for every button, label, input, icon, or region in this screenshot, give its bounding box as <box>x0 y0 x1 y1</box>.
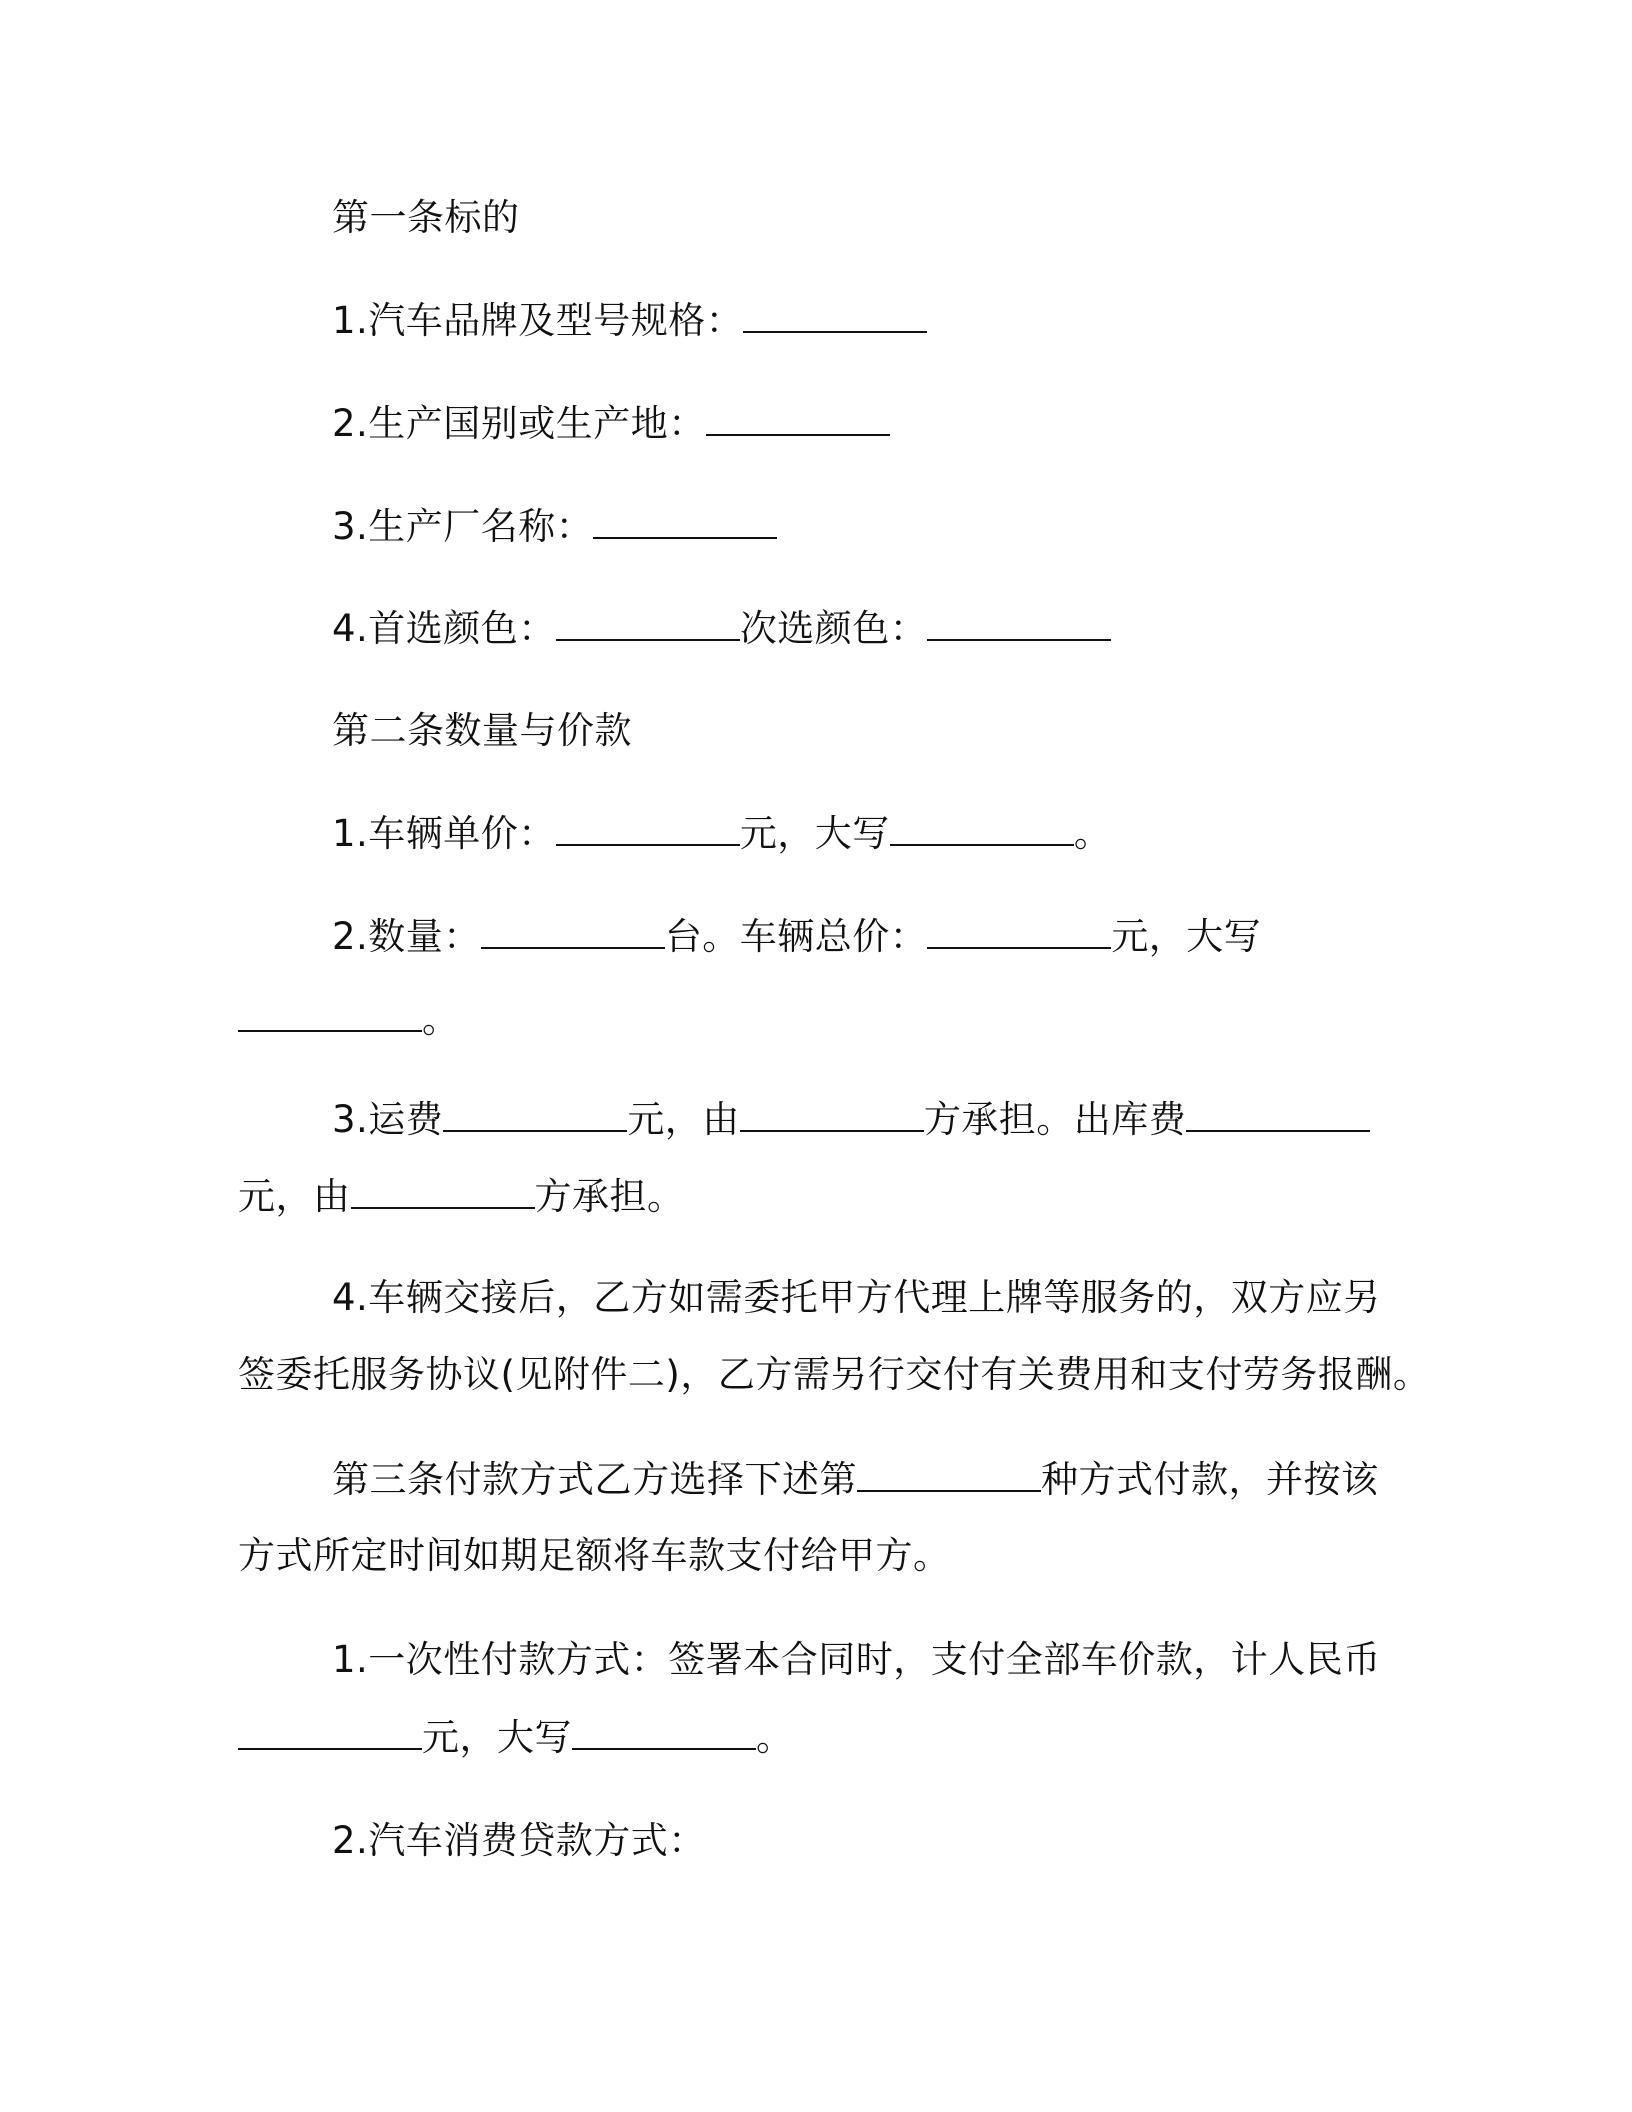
first-color-blank[interactable] <box>556 603 740 641</box>
article-1-item-4: 4.首选颜色： 次选颜色： <box>332 603 1111 654</box>
article-1-item-1: 1.汽车品牌及型号规格： <box>332 295 927 346</box>
article-3-item-2: 2.汽车消费贷款方式： <box>332 1819 706 1862</box>
article-2-heading: 第二条数量与价款 <box>332 709 632 752</box>
article-3-heading-line-1: 第三条付款方式乙方选择下述第 种方式付款，并按该 <box>332 1454 1379 1505</box>
article-2-item-1: 1.车辆单价： 元，大写 。 <box>332 808 1111 859</box>
lump-sum-amount-blank[interactable] <box>238 1712 422 1750</box>
article-1-heading: 第一条标的 <box>332 196 520 239</box>
unit-price-blank[interactable] <box>556 808 740 846</box>
freight-blank[interactable] <box>443 1094 627 1132</box>
article-1-item-2: 2.生产国别或生产地： <box>332 398 890 449</box>
article-2-item-4-line-2: 签委托服务协议(见附件二)，乙方需另行交付有关费用和支付劳务报酬。 <box>238 1353 1431 1396</box>
delivery-fee-blank[interactable] <box>1186 1094 1370 1132</box>
article-2-item-4-line-1: 4.车辆交接后，乙方如需委托甲方代理上牌等服务的，双方应另 <box>332 1276 1381 1319</box>
freight-party-blank[interactable] <box>740 1094 924 1132</box>
car-brand-model-blank[interactable] <box>743 295 927 333</box>
article-1-item-3: 3.生产厂名称： <box>332 501 777 552</box>
quantity-blank[interactable] <box>481 911 665 949</box>
origin-country-blank[interactable] <box>706 398 890 436</box>
delivery-fee-party-blank[interactable] <box>351 1171 535 1209</box>
article-2-item-2: 2.数量： 台。车辆总价： 元，大写 <box>332 911 1261 962</box>
manufacturer-blank[interactable] <box>593 501 777 539</box>
article-3-item-1-line-1: 1.一次性付款方式：签署本合同时，支付全部车价款，计人民币 <box>332 1638 1381 1681</box>
lump-sum-words-blank[interactable] <box>572 1712 756 1750</box>
article-3-item-1-line-2: 元，大写 。 <box>238 1712 794 1763</box>
unit-price-words-blank[interactable] <box>890 808 1074 846</box>
article-2-item-3: 3.运费 元，由 方承担。出库费 <box>332 1094 1370 1145</box>
article-2-item-3-cont: 元，由 方承担。 <box>238 1171 685 1222</box>
article-3-heading-line-2: 方式所定时间如期足额将车款支付给甲方。 <box>238 1534 951 1577</box>
total-price-blank[interactable] <box>927 911 1111 949</box>
article-2-item-2-cont: 。 <box>238 994 460 1045</box>
second-color-blank[interactable] <box>927 603 1111 641</box>
payment-method-blank[interactable] <box>857 1454 1041 1492</box>
total-price-words-blank[interactable] <box>238 994 422 1032</box>
